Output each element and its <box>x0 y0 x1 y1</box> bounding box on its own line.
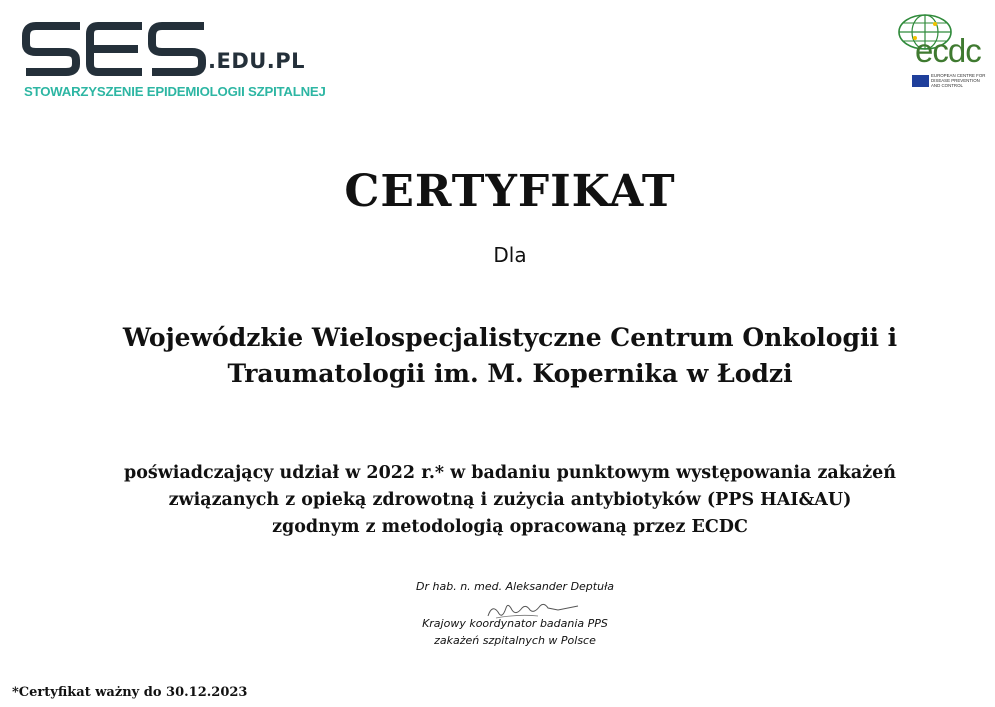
validity-footnote: *Certyfikat ważny do 30.12.2023 <box>12 685 248 700</box>
ses-domain-text: .EDU.PL <box>208 49 306 73</box>
statement-line: zgodnym z metodologią opracowaną przez ECDC <box>272 517 748 537</box>
statement-line: związanych z opieką zdrowotną i zużycia antybiotyków (PPS HAI&AU) <box>168 490 852 510</box>
ecdc-subtitle: EUROPEAN CENTRE FOR DISEASE PREVENTION AND CONTROL <box>931 73 986 88</box>
certificate-title: CERTYFIKAT <box>344 166 676 217</box>
signatory-role-line: Krajowy koordynator badania PPS <box>422 617 608 630</box>
ecdc-wordmark: ecdc <box>915 32 981 69</box>
ses-organization-name: STOWARZYSZENIE EPIDEMIOLOGII SZPITALNEJ <box>24 84 326 99</box>
recipient-line: Traumatologii im. M. Kopernika w Łodzi <box>227 359 793 388</box>
ses-logo <box>22 22 326 102</box>
eu-flag-icon <box>912 75 929 87</box>
signatory-role <box>330 615 700 649</box>
statement-line: poświadczający udział w 2022 r.* w badaniu punktowym występowania zakażeń <box>123 463 897 483</box>
recipient-line: Wojewódzkie Wielospecjalistyczne Centrum Onkologii i <box>122 323 898 352</box>
signatory-name: Dr hab. n. med. Aleksander Deptuła <box>416 580 614 593</box>
certificate-statement <box>30 460 990 541</box>
signatory-role-line: zakażeń szpitalnych w Polsce <box>434 634 596 647</box>
ses-logo-mark <box>22 22 208 78</box>
recipient-name <box>50 320 970 392</box>
ecdc-logo <box>893 12 985 92</box>
for-word: Dla <box>493 243 527 267</box>
